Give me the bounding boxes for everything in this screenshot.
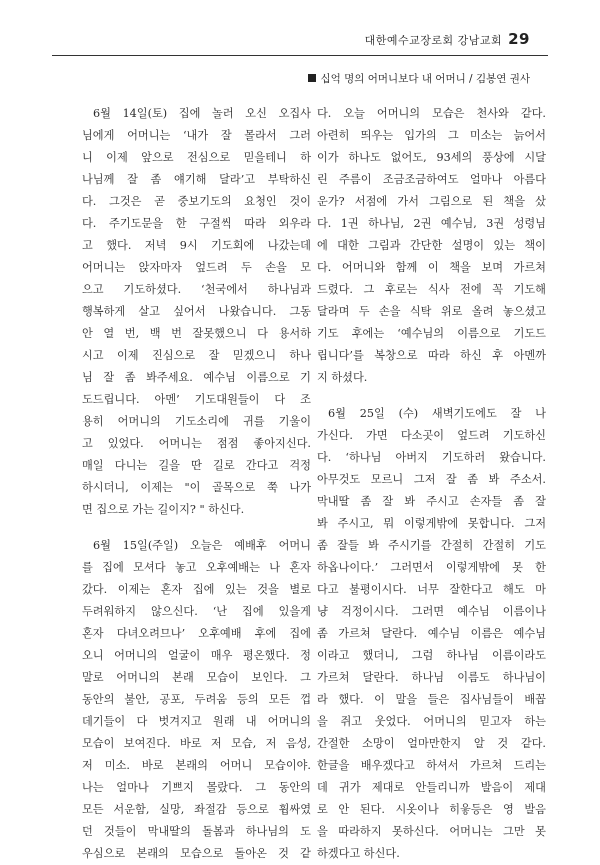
text-line: 모습이 보여진다. 바로 저 모습, 저 음성, xyxy=(82,737,311,750)
text-line: 다. 어머니와 함께 이 책을 보며 가르쳐 xyxy=(317,261,546,274)
paragraph-gap xyxy=(317,389,546,403)
text-line: 용히 어머니의 기도소리에 귀를 기울이 xyxy=(82,415,311,428)
text-line: 님에게 어머니는 ‘내가 잘 몰라서 그러 xyxy=(82,129,311,142)
text-line: 혼자 다녀오려므나’ 오후예배 후에 집에 xyxy=(82,627,311,640)
text-line: 아련히 띄우는 입가의 그 미소는 늙어서 xyxy=(317,129,546,142)
section-title-line xyxy=(308,71,530,86)
text-line: 모든 서운함, 실망, 좌절감 등으로 휩싸였 xyxy=(82,803,311,816)
text-line: 데기들이 다 벗겨지고 원래 내 어머니의 xyxy=(82,715,311,728)
text-line: 오니 어머니의 얼굴이 매우 평온했다. 정 xyxy=(82,649,311,662)
text-line: 두려워하지 않으신다. ‘난 집에 있을게 xyxy=(82,605,311,618)
text-line: 을 쥐고 웃었다. 어머니의 믿고자 하는 xyxy=(317,715,546,728)
left-column xyxy=(82,103,311,865)
text-line: 가르쳐 달란다. 하나님 이름도 하나님이 xyxy=(317,671,546,684)
text-line: 간절한 소망이 얼마만한지 알 것 같다. xyxy=(317,737,546,750)
text-line: 달라며 두 손을 식탁 위로 올려 놓으셨고 xyxy=(317,305,546,318)
text-line: 6월 15일(주일) 오늘은 예배후 어머니 xyxy=(93,539,311,552)
text-line: 이가 하나도 없어도, 93세의 풍상에 시달 xyxy=(317,151,546,164)
text-line: 한글을 배우겠다고 하셔서 가르쳐 드리는 xyxy=(317,759,546,772)
square-bullet-icon xyxy=(308,74,316,82)
text-line: 기도 후에는 ‘예수님의 이름으로 기도드 xyxy=(317,327,546,340)
text-line: 고 있었다. 어머니는 점점 좋아지신다. xyxy=(82,437,311,450)
text-line: 운가? 서점에 가서 그림으로 된 책을 샀 xyxy=(317,195,546,208)
text-line: 라 했다. 이 말을 들은 집사님들이 배꼽 xyxy=(317,693,546,706)
text-line: 동안의 불안, 공포, 두려움 등의 모든 껍 xyxy=(82,693,311,706)
text-line: 다. 오늘 어머니의 모습은 천사와 같다. xyxy=(317,107,546,120)
text-line: 좀 가르쳐 달란다. 예수님 이름은 예수님 xyxy=(317,627,546,640)
text-line: 다고 불평이시다. 너무 잘한다고 해도 마 xyxy=(317,583,546,596)
text-line: 이라고 했더니, 그럼 하나님 이름이라도 xyxy=(317,649,546,662)
text-line: 다. ‘하나님 아버지 기도하러 왔습니다. xyxy=(317,451,546,464)
text-line: 저 미소. 바로 본래의 어머니 모습이야. xyxy=(82,759,311,772)
text-line: 도드립니다. 아멘’ 기도대원들이 다 조 xyxy=(82,393,311,406)
right-column xyxy=(317,103,546,865)
running-head xyxy=(365,30,530,48)
text-line: 매일 다니는 길을 딴 길로 간다고 걱정 xyxy=(82,459,311,472)
text-line: 으고 기도하셨다. ‘천국에서 하나님과 xyxy=(82,283,311,296)
text-line: 시고 이제 진심으로 잘 믿겠으니 하나 xyxy=(82,349,311,362)
paragraph-gap xyxy=(82,521,311,535)
text-line: 드렸다. 그 후로는 식사 전에 꼭 기도해 xyxy=(317,283,546,296)
text-line: 린 주름이 조금조금하여도 얼마나 아름다 xyxy=(317,173,546,186)
text-line: 데 귀가 제대로 안들리니까 발음이 제대 xyxy=(317,781,546,794)
text-line: 다. 그것은 곧 중보기도의 요청인 것이 xyxy=(82,195,311,208)
text-line: 봐 주시고, 뭐 이렇게밖에 못합니다. 그저 xyxy=(317,517,546,530)
text-line: 나님께 잘 좀 얘기해 달라’고 부탁하신 xyxy=(82,173,311,186)
text-line: 6월 25일 (수) 새벽기도에도 잘 나 xyxy=(328,407,546,420)
text-line: 하시더니, 이제는 "이 골목으로 쭉 나가 xyxy=(82,481,311,494)
text-line: 갔다. 이제는 혼자 집에 있는 것을 별로 xyxy=(82,583,311,596)
text-line: 를 집에 모셔다 놓고 오후예배는 나 혼자 xyxy=(82,561,311,574)
text-line: 던 것들이 막내딸의 돌봄과 하나님의 도 xyxy=(82,825,311,838)
running-title: 대한예수교장로회 강남교회 xyxy=(364,34,503,47)
header-rule xyxy=(52,55,548,56)
text-line: 안 열 번, 백 번 잘못했으니 다 용서하 xyxy=(82,327,311,340)
text-line: 고 했다. 저녁 9시 기도회에 나갔는데 xyxy=(82,239,311,252)
text-line: 좀 잘들 봐 주시기를 간절히 간절히 기도 xyxy=(317,539,546,552)
text-line: 냥 걱정이시다. 그러면 예수님 이름이나 xyxy=(317,605,546,618)
text-line: 가신다. 가면 다소곳이 엎드려 기도하신 xyxy=(317,429,546,442)
text-line: 아무것도 모르니 그저 잘 좀 봐 주소서. xyxy=(317,473,546,486)
text-line: 에 대한 그림과 간단한 설명이 있는 책이 xyxy=(317,239,546,252)
text-line: 어머니는 앉자마자 엎드려 두 손을 모 xyxy=(82,261,311,274)
page-number: 29 xyxy=(508,30,530,48)
text-line: 님 잘 좀 봐주세요. 예수님 이름으로 기 xyxy=(82,371,311,384)
text-line: 니 이제 앞으로 전심으로 믿을테니 하 xyxy=(82,151,311,164)
section-title: 십억 명의 어머니보다 내 어머니 / 김봉연 권사 xyxy=(320,73,530,85)
text-line: 로 안 된다. 시옷이나 히읗등은 영 발음 xyxy=(317,803,546,816)
text-line: 다. 1권 하나님, 2권 예수님, 3권 성령님 xyxy=(317,217,546,230)
text-line: 을 따라하지 못하신다. 어머니는 그만 못 xyxy=(317,825,546,838)
text-line: 막내딸 좀 잘 봐 주시고 손자들 좀 잘 xyxy=(317,495,546,508)
text-line: 우심으로 본래의 모습으로 돌아온 것 같 xyxy=(82,847,311,860)
text-line: 행복하게 살고 싶어서 나왔습니다. 그동 xyxy=(82,305,311,318)
text-line: 다. 주기도문을 한 구절씩 따라 외우라 xyxy=(82,217,311,230)
text-line: 6월 14일(토) 집에 놀러 오신 오집사 xyxy=(93,107,311,120)
text-line: 립니다’를 복창으로 따라 하신 후 아멘까 xyxy=(317,349,546,362)
text-line: 지 하셨다. xyxy=(317,371,368,384)
text-line: 나는 얼마나 기쁘지 몰랐다. 그 동안의 xyxy=(82,781,311,794)
text-line: 하옵나이다.’ 그러면서 이렇게밖에 못 한 xyxy=(317,561,546,574)
text-line: 하겠다고 하신다. xyxy=(317,847,400,860)
text-line: 말로 어머니의 본래 모습이 보인다. 그 xyxy=(82,671,311,684)
text-line: 면 집으로 가는 길이지? " 하신다. xyxy=(82,503,245,516)
